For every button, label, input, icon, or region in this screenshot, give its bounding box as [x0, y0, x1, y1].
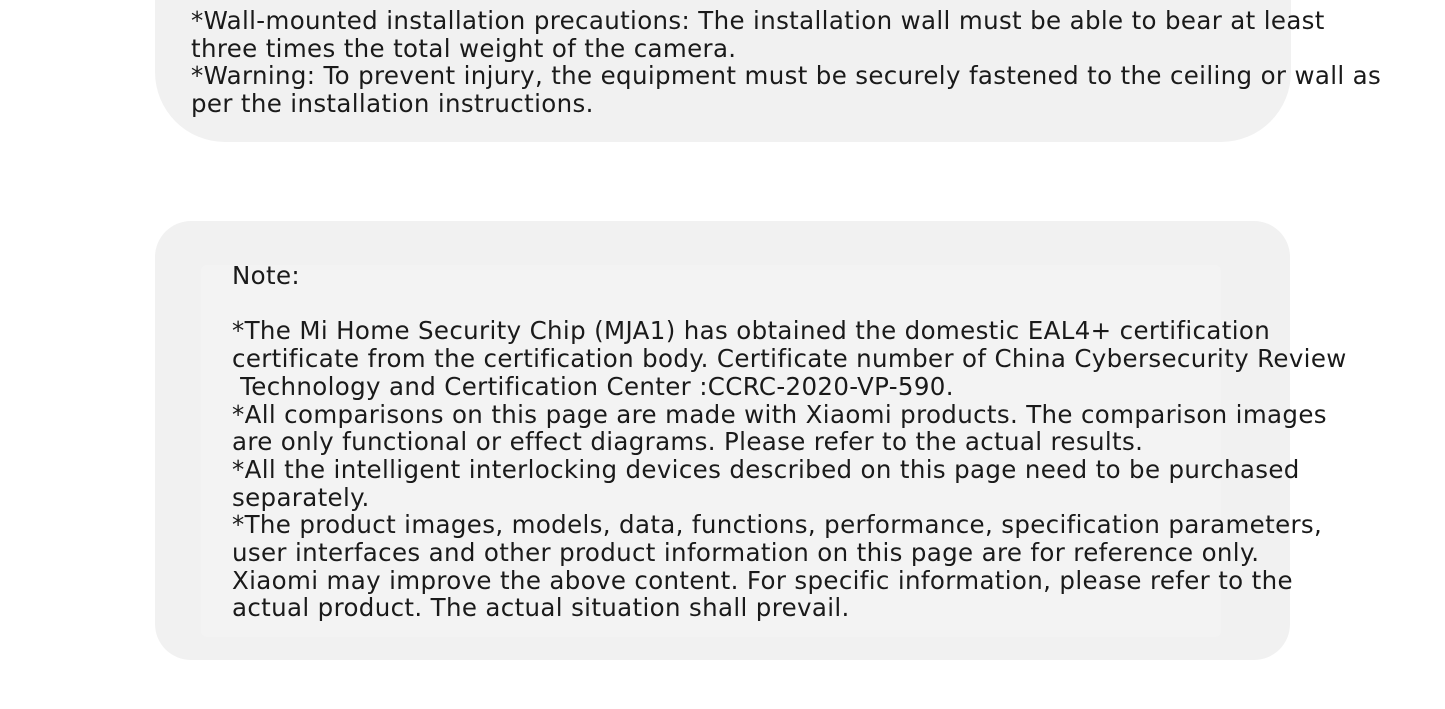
note-heading: Note: [232, 261, 301, 290]
note-line: actual product. The actual situation shall prevail. [232, 593, 850, 623]
note-line: Technology and Certification Center :CCRC-2020-VP-590. [232, 371, 954, 401]
note-line: certificate from the certification body. Certificate number of China Cybersecurity Review [232, 344, 1347, 374]
note-line: *All comparisons on this page are made with Xiaomi products. The comparison images [232, 399, 1327, 429]
precaution-line: *Wall-mounted installation precautions: The installation wall must be able to bear at least [191, 6, 1325, 35]
note-line: separately. [232, 482, 370, 512]
note-spacer [232, 290, 1347, 318]
note-line: user interfaces and other product information on this page are for reference only. [232, 538, 1260, 568]
note-line: *All the intelligent interlocking devices described on this page need to be purchased [232, 454, 1300, 484]
warning-line: per the installation instructions. [191, 89, 594, 119]
note-line: *The product images, models, data, functions, performance, specification parameters, [232, 510, 1323, 540]
warning-line: *Warning: To prevent injury, the equipment must be securely fastened to the ceiling or wall as [191, 61, 1382, 91]
note-line: Xiaomi may improve the above content. For specific information, please refer to the [232, 565, 1293, 595]
precautions-text [191, 7, 1381, 118]
note-text [232, 262, 1347, 622]
note-line: are only functional or effect diagrams. Please refer to the actual results. [232, 427, 1144, 457]
precaution-line: three times the total weight of the camera. [191, 33, 737, 63]
note-line: *The Mi Home Security Chip (MJA1) has obtained the domestic EAL4+ certification [232, 316, 1271, 346]
